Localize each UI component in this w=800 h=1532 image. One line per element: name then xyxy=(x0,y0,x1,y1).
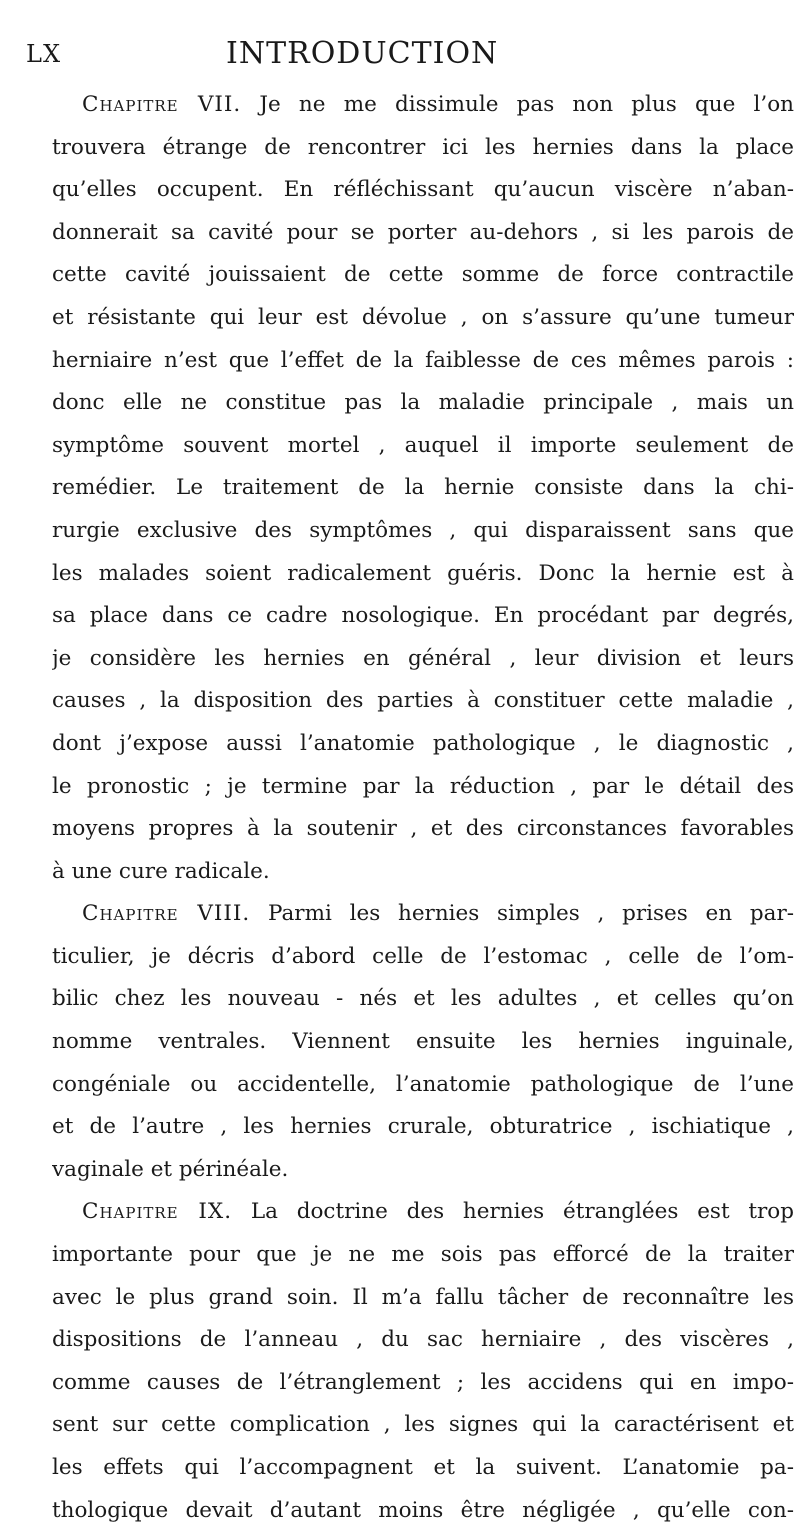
running-title: INTRODUCTION xyxy=(226,36,499,71)
text-line: le pronostic ; je termine par la réduction , par le détail des xyxy=(52,773,794,799)
text-run: Parmi les hernies simples , prises en par- xyxy=(250,901,794,927)
paragraph-last-line: vaginale et périnéale. xyxy=(52,1156,289,1182)
text-line: dispositions de l’anneau , du sac herniaire , des viscères , xyxy=(52,1327,794,1353)
paragraph-chapter-viii xyxy=(52,893,794,1191)
text-run: La doctrine des hernies étranglées est trop xyxy=(232,1199,794,1225)
chapter-label: Chapitre VIII. xyxy=(82,901,251,927)
text-line: causes , la disposition des parties à constituer cette maladie , xyxy=(52,688,794,714)
text-line: ticulier, je décris d’abord celle de l’estomac , celle de l’om- xyxy=(52,943,794,969)
page-header xyxy=(0,36,800,76)
paragraph-first-line xyxy=(52,1191,794,1234)
text-line: remédier. Le traitement de la hernie consiste dans la chi- xyxy=(52,475,794,501)
text-line: donnerait sa cavité pour se porter au-dehors , si les parois de xyxy=(52,219,794,245)
text-line: nomme ventrales. Viennent ensuite les hernies inguinale, xyxy=(52,1029,794,1055)
text-line: qu’elles occupent. En réfléchissant qu’aucun viscère n’aban- xyxy=(52,177,794,203)
paragraph-last-line: à une cure radicale. xyxy=(52,858,270,884)
text-line: et résistante qui leur est dévolue , on s’assure qu’une tumeur xyxy=(52,304,794,330)
text-line: comme causes de l’étranglement ; les accidens qui en impo- xyxy=(52,1369,794,1395)
text-line: cette cavité jouissaient de cette somme de force contractile xyxy=(52,262,794,288)
text-line: moyens propres à la soutenir , et des circonstances favorables xyxy=(52,816,794,842)
text-line: bilic chez les nouveau - nés et les adultes , et celles qu’on xyxy=(52,986,794,1012)
text-line: les effets qui l’accompagnent et la suivent. L’anatomie pa- xyxy=(52,1455,794,1480)
text-line: sa place dans ce cadre nosologique. En procédant par degrés, xyxy=(52,603,794,629)
paragraph-chapter-ix xyxy=(52,1191,794,1532)
body-text xyxy=(52,84,794,1532)
chapter-label: Chapitre IX. xyxy=(82,1199,233,1225)
text-line: et de l’autre , les hernies crurale, obturatrice , ischiatique , xyxy=(52,1114,794,1140)
text-line: trouvera étrange de rencontrer ici les hernies dans la place xyxy=(52,134,794,160)
paragraph-first-line xyxy=(52,84,794,127)
page-number: LX xyxy=(26,40,62,68)
text-line: symptôme souvent mortel , auquel il importe seulement de xyxy=(52,432,794,458)
text-line: congéniale ou accidentelle, l’anatomie pathologique de l’une xyxy=(52,1071,794,1097)
text-line: donc elle ne constitue pas la maladie principale , mais un xyxy=(52,390,794,416)
text-line: rurgie exclusive des symptômes , qui disparaissent sans que xyxy=(52,517,794,543)
text-line: importante pour que je ne me sois pas efforcé de la traiter xyxy=(52,1242,794,1268)
text-run: Je ne me dissimule pas non plus que l’on xyxy=(241,92,794,117)
paragraph-chapter-vii xyxy=(52,84,794,893)
paragraph-first-line xyxy=(52,893,794,936)
text-line: sent sur cette complication , les signes qui la caractérisent et xyxy=(52,1412,794,1438)
text-line: herniaire n’est que l’effet de la faiblesse de ces mêmes parois : xyxy=(52,347,794,373)
text-line: thologique devait d’autant moins être négligée , qu’elle con- xyxy=(52,1497,794,1523)
text-line: avec le plus grand soin. Il m’a fallu tâcher de reconnaître les xyxy=(52,1284,794,1310)
text-line: je considère les hernies en général , leur division et leurs xyxy=(52,645,794,671)
text-line: les malades soient radicalement guéris. Donc la hernie est à xyxy=(52,560,794,586)
text-line: dont j’expose aussi l’anatomie pathologique , le diagnostic , xyxy=(52,730,794,756)
chapter-label: Chapitre VII. xyxy=(82,92,242,117)
